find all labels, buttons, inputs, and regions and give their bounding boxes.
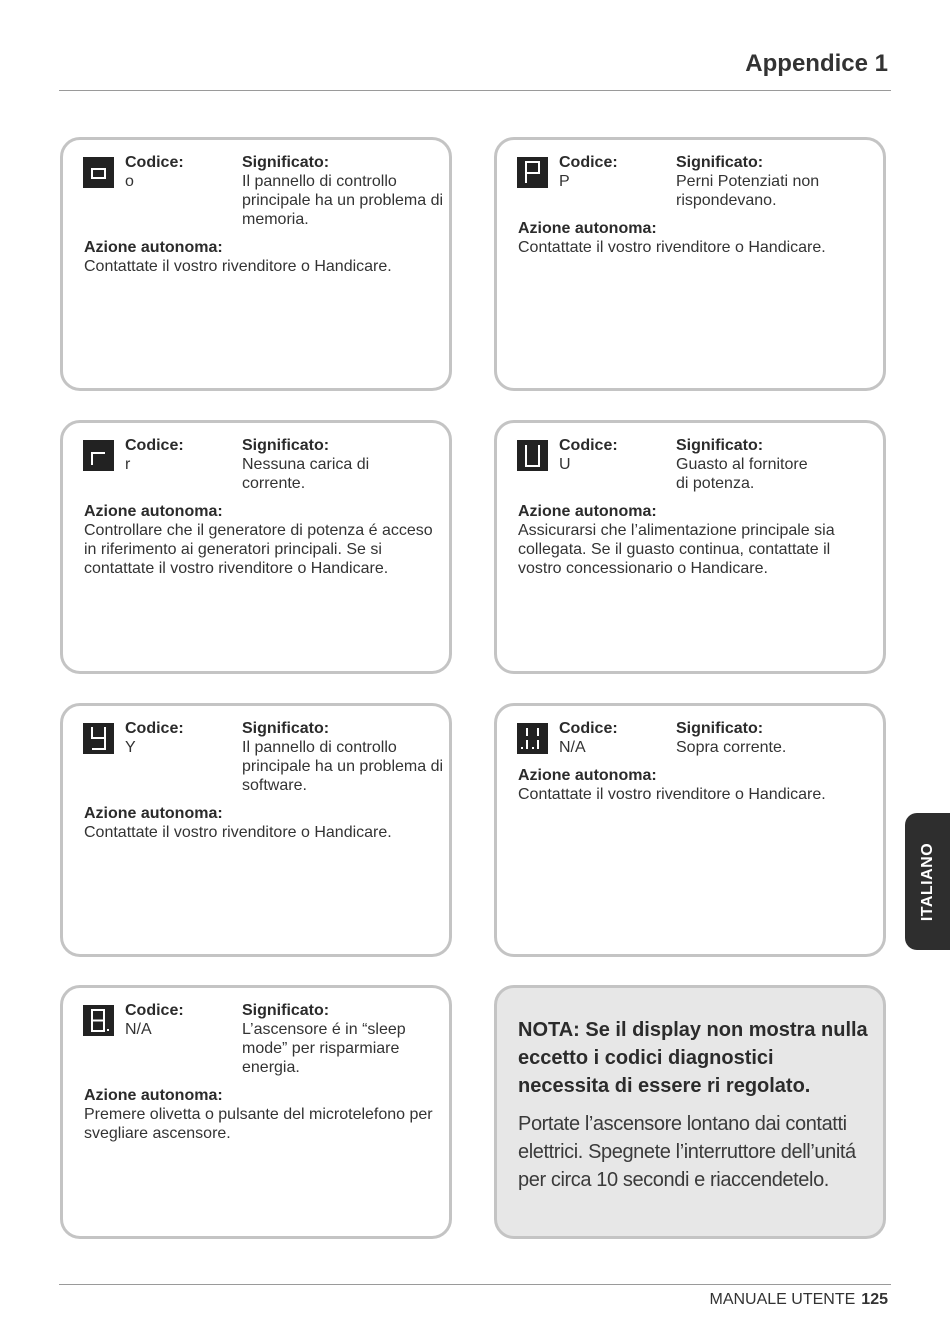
display-p-icon — [517, 157, 548, 188]
meaning-text: Perni Potenziati non rispondevano. — [676, 173, 820, 209]
meaning-text: Il pannello di controllo principale ha un problema di software. — [242, 739, 444, 794]
footer-divider — [59, 1284, 891, 1285]
significato-label: Significato: — [242, 437, 330, 454]
significato-label: Significato: — [242, 1002, 330, 1019]
display-u-icon — [517, 440, 548, 471]
language-tab-label: ITALIANO — [918, 842, 936, 921]
code-card — [494, 703, 886, 957]
azione-label: Azione autonoma: — [518, 220, 657, 237]
action-text: Contattate il vostro rivenditore o Handicare. — [84, 258, 392, 275]
page-title: Appendice 1 — [745, 50, 888, 77]
code-value: Y — [125, 739, 136, 756]
display-overcurrent-icon — [517, 723, 548, 754]
note-title: NOTA: Se il display non mostra nulla eccetto i codici diagnostici necessita di essere ri regolato. — [518, 1019, 868, 1097]
codice-label: Codice: — [125, 154, 184, 171]
azione-label: Azione autonoma: — [84, 805, 223, 822]
display-eight-dot-icon — [83, 1005, 114, 1036]
meaning-text: Nessuna carica di corrente. — [242, 456, 370, 492]
code-value: N/A — [559, 739, 586, 756]
azione-label: Azione autonoma: — [84, 239, 223, 256]
significato-label: Significato: — [242, 154, 330, 171]
meaning-text: Il pannello di controllo principale ha un problema di memoria. — [242, 173, 444, 228]
meaning-text: Guasto al fornitore di potenza. — [676, 456, 808, 492]
page-number: 125 — [861, 1291, 888, 1308]
language-tab — [905, 813, 950, 950]
code-card — [60, 420, 452, 674]
code-value: r — [125, 456, 131, 473]
code-value: N/A — [125, 1021, 152, 1038]
meaning-text: L’ascensore é in “sleep mode” per risparmiare energia. — [242, 1021, 406, 1076]
code-card — [494, 137, 886, 391]
display-y-icon — [83, 723, 114, 754]
code-card — [494, 420, 886, 674]
azione-label: Azione autonoma: — [84, 1087, 223, 1104]
display-r-icon — [83, 440, 114, 471]
azione-label: Azione autonoma: — [84, 503, 223, 520]
header-divider — [59, 90, 891, 91]
action-text: Contattate il vostro rivenditore o Handicare. — [84, 824, 392, 841]
action-text: Assicurarsi che l’alimentazione principale sia collegata. Se il guasto continua, contattate il vostro concessionario o Handicare. — [518, 522, 835, 577]
significato-label: Significato: — [676, 437, 764, 454]
codice-label: Codice: — [125, 437, 184, 454]
meaning-text: Sopra corrente. — [676, 739, 787, 756]
azione-label: Azione autonoma: — [518, 767, 657, 784]
codice-label: Codice: — [559, 154, 618, 171]
code-card — [60, 703, 452, 957]
manual-name: MANUALE UTENTE — [709, 1291, 856, 1308]
codice-label: Codice: — [559, 720, 618, 737]
code-card — [60, 985, 452, 1239]
significato-label: Significato: — [242, 720, 330, 737]
action-text: Controllare che il generatore di potenza é acceso in riferimento ai generatori principali. Se si contattate il vostro rivenditore o Handicare. — [84, 522, 433, 577]
azione-label: Azione autonoma: — [518, 503, 657, 520]
page-footer — [710, 1291, 889, 1309]
codice-label: Codice: — [125, 720, 184, 737]
significato-label: Significato: — [676, 154, 764, 171]
code-card — [60, 137, 452, 391]
significato-label: Significato: — [676, 720, 764, 737]
note-box — [494, 985, 886, 1239]
code-value: o — [125, 173, 134, 190]
codice-label: Codice: — [125, 1002, 184, 1019]
display-o-icon — [83, 157, 114, 188]
action-text: Contattate il vostro rivenditore o Handicare. — [518, 786, 826, 803]
code-value: P — [559, 173, 570, 190]
code-value: U — [559, 456, 571, 473]
note-body: Portate l’ascensore lontano dai contatti elettrici. Spegnete l’interruttore dell’unitá per circa 10 secondi e riaccendetelo. — [518, 1113, 856, 1191]
codice-label: Codice: — [559, 437, 618, 454]
action-text: Contattate il vostro rivenditore o Handicare. — [518, 239, 826, 256]
action-text: Premere olivetta o pulsante del microtelefono per svegliare ascensore. — [84, 1106, 433, 1142]
